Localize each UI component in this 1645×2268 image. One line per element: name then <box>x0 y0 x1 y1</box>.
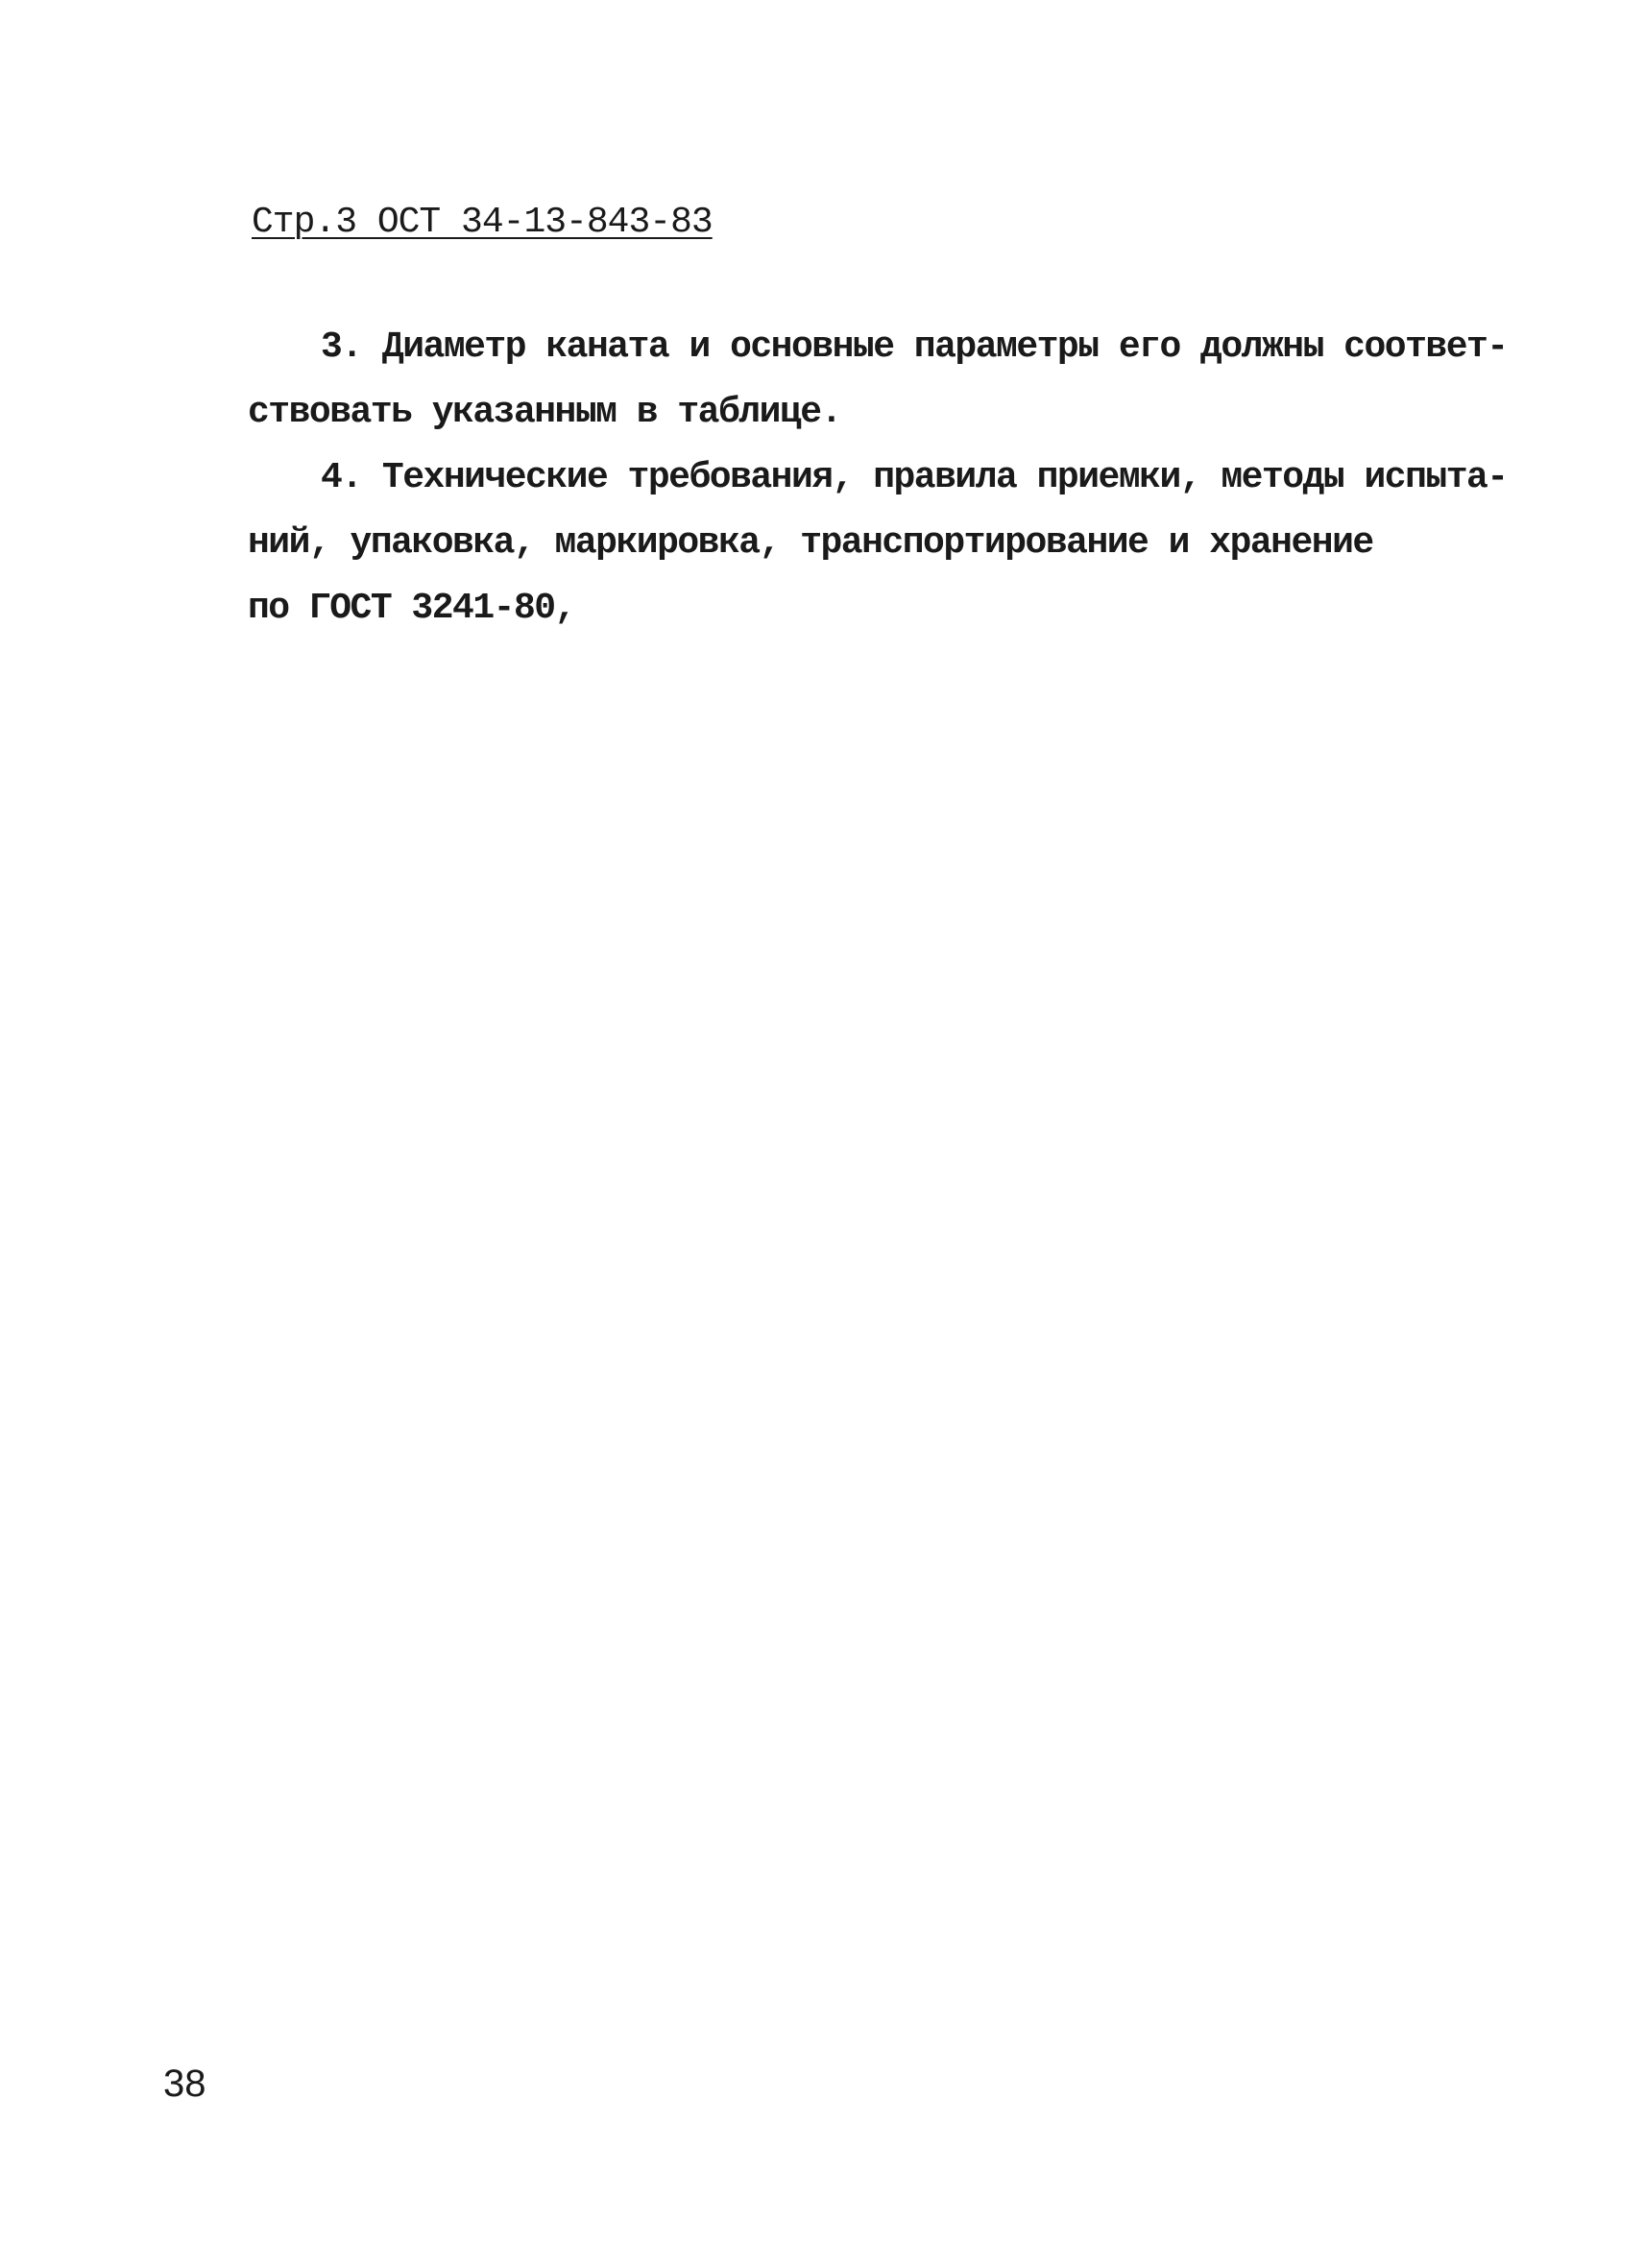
paragraph-3-line-1: 3. Диаметр каната и основные параметры его должны соответ- <box>321 326 1508 368</box>
paragraph-4-line-2: ний, упаковка, маркировка, транспортирование и хранение <box>248 522 1373 564</box>
paragraph-3-line-2: ствовать указанным в таблице. <box>248 392 841 433</box>
paragraph-4-line-3: по ГОСТ 3241-80, <box>248 588 575 629</box>
paragraph-4-line-1: 4. Технические требования, правила приемки, методы испыта- <box>321 457 1508 498</box>
page-number: 38 <box>163 2063 206 2105</box>
page-header: Стр.3 ОСТ 34-13-843-83 <box>252 202 713 243</box>
